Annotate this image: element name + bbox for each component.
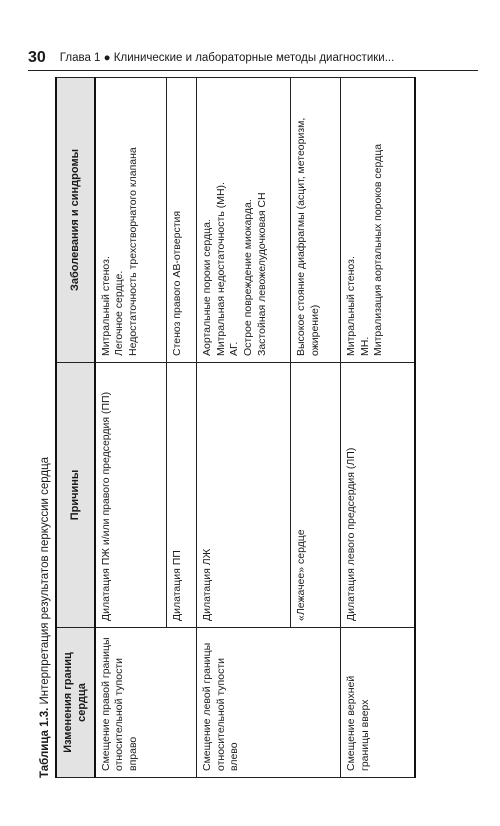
cell-change: Смещение левой границы относительной тупости влево: [197, 628, 341, 778]
table-caption: [35, 78, 55, 778]
page-header: [28, 46, 478, 71]
cell-cause: Дилатация ПЖ и/или правого предсердия (ПП): [95, 363, 167, 628]
table-header-row: [56, 78, 95, 778]
cell-diseases: [95, 78, 167, 363]
disease-line: Недостаточность трехстворчатого клапана: [126, 147, 139, 356]
table-row: [95, 78, 167, 778]
cell-cause: Дилатация ЛЖ: [197, 363, 291, 628]
table-row: [341, 78, 415, 778]
cell-diseases: [197, 78, 291, 363]
percussion-table: [55, 77, 416, 778]
disease-line: Стеноз правого АВ-отверстия: [171, 210, 184, 356]
running-head: Глава 1 ● Клинические и лабораторные методы диагностики...: [59, 52, 395, 64]
disease-line: Застойная левожелудочковая СН: [255, 192, 268, 356]
disease-line: Острое повреждение миокарда.: [242, 199, 255, 356]
disease-line: Легочное сердце.: [113, 270, 126, 356]
cell-change: Смещение верхней границы вверх: [341, 628, 415, 778]
disease-line: Высокое стояние диафрагмы (асцит, метеоризм, ожирение): [295, 117, 321, 356]
page-number: 30: [28, 49, 46, 66]
disease-line: Митральный стеноз.: [99, 256, 112, 356]
column-header-diseases: Заболевания и синдромы: [56, 78, 95, 363]
disease-line: Аортальные пороки сердца.: [201, 219, 214, 356]
disease-line: АГ.: [228, 341, 241, 356]
cell-diseases: [341, 78, 415, 363]
caption-label: Таблица 1.3.: [39, 707, 51, 778]
cell-diseases: [167, 78, 197, 363]
caption-text: Интерпретация результатов перкуссии сердца: [39, 456, 51, 705]
rotated-table-container: [35, 78, 407, 778]
disease-line: МН.: [358, 336, 371, 356]
column-header-changes: Изменения границ сердца: [56, 628, 95, 778]
cell-diseases: [291, 78, 341, 363]
disease-line: Митральный стеноз.: [345, 256, 358, 356]
disease-line: Митральная недостаточность (МН).: [214, 182, 227, 356]
cell-cause: «Лежачее» сердце: [291, 363, 341, 628]
cell-cause: Дилатация ПП: [167, 363, 197, 628]
cell-cause: Дилатация левого предсердия (ЛП): [341, 363, 415, 628]
column-header-causes: Причины: [56, 363, 95, 628]
cell-change: Смещение правой границы относительной тупости вправо: [95, 628, 197, 778]
table-row: [197, 78, 291, 778]
disease-line: Митрализация аортальных пороков сердца: [372, 143, 385, 356]
